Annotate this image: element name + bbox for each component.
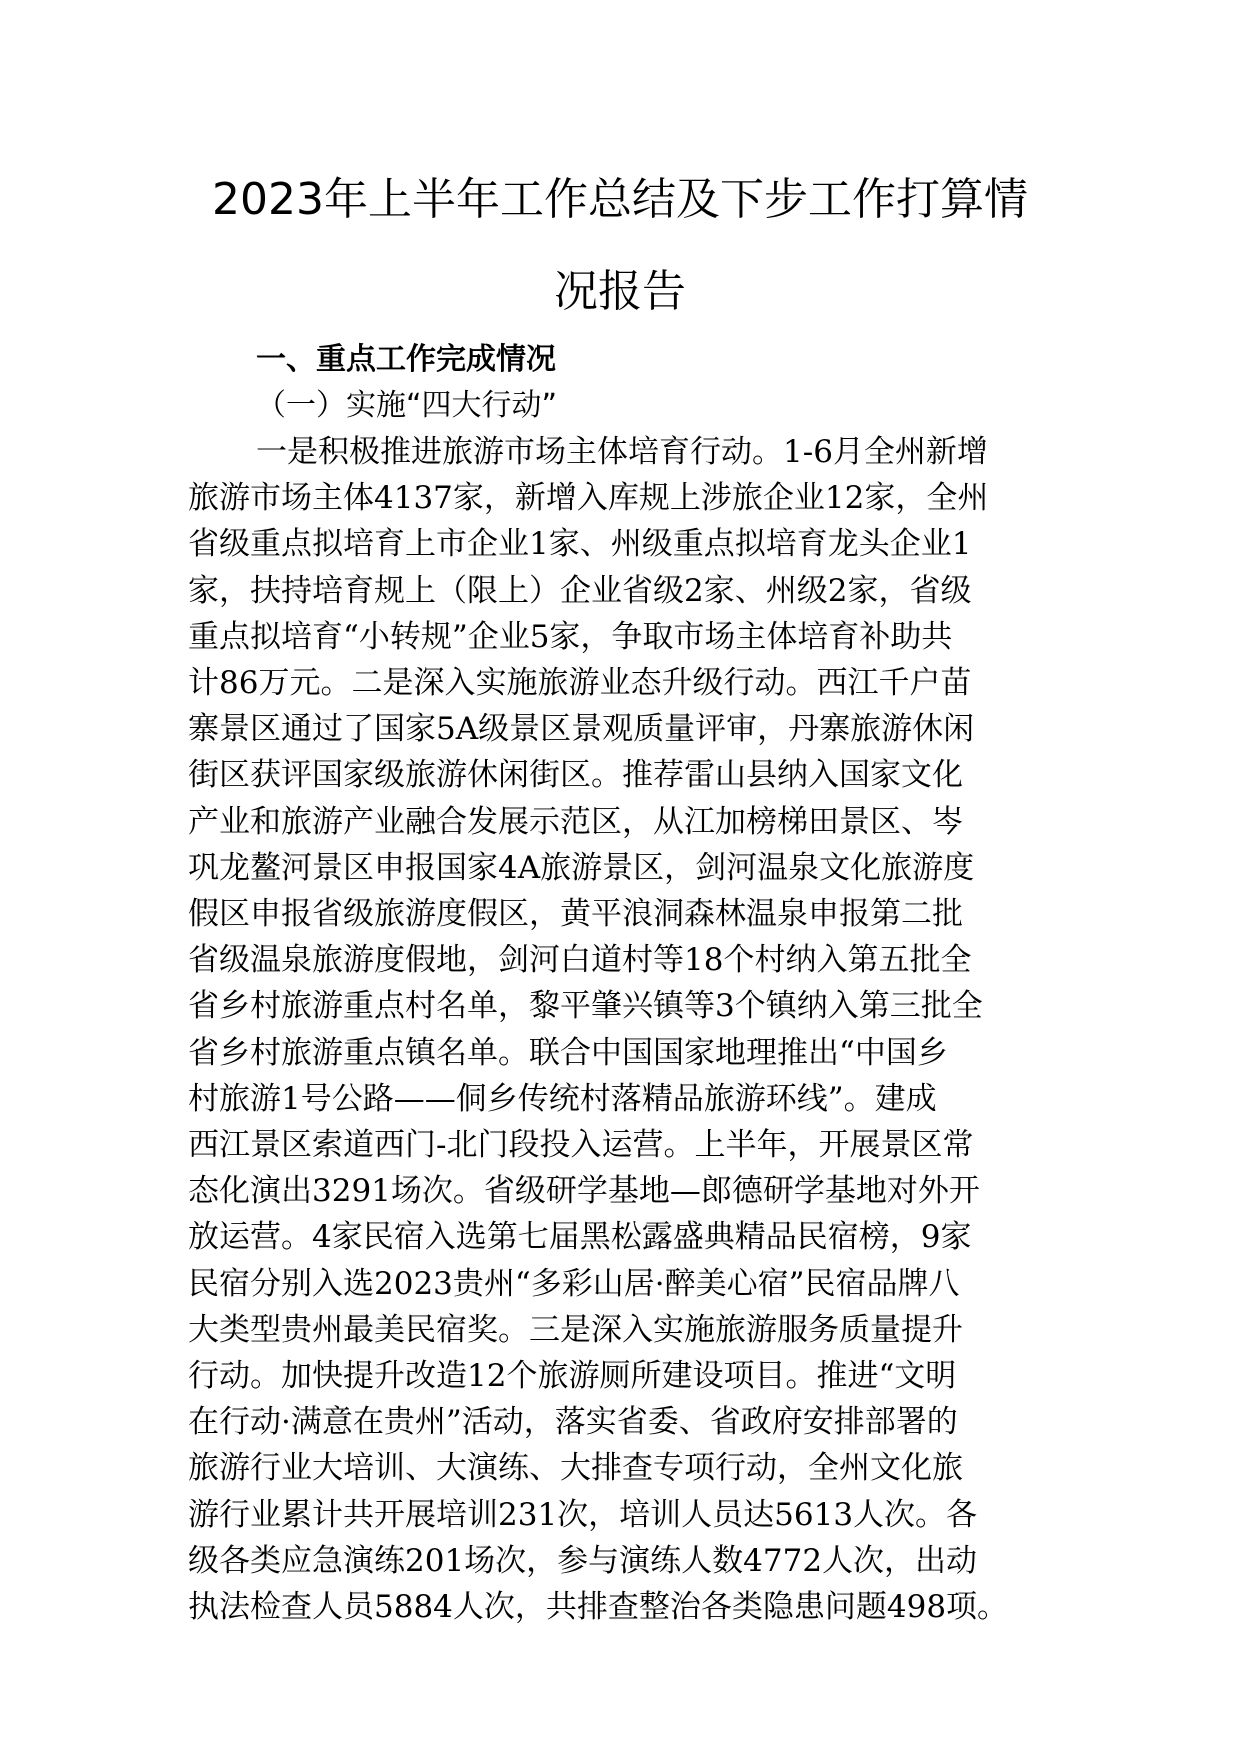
- paragraph-line: 省级重点拟培育上市企业1家、州级重点拟培育龙头企业1: [188, 526, 972, 563]
- paragraph-line: 在行动·满意在贵州”活动，落实省委、省政府安排部署的: [188, 1404, 958, 1441]
- paragraph-line: 产业和旅游产业融合发展示范区，从江加榜梯田景区、岑: [188, 803, 963, 840]
- paragraph-line: 执法检查人员5884人次，共排查整治各类隐患问题498项。: [188, 1589, 1009, 1625]
- paragraph-line: 省级温泉旅游度假地，剑河白道村等18个村纳入第五批全: [188, 942, 972, 979]
- paragraph-line: 旅游市场主体4137家，新增入库规上涉旅企业12家，全州: [188, 480, 989, 517]
- paragraph-line: 民宿分别入选2023贵州“多彩山居·醉美心宿”民宿品牌八: [188, 1265, 960, 1302]
- paragraph-line: 行动。加快提升改造12个旅游厕所建设项目。推进“文明: [188, 1358, 957, 1394]
- paragraph-line: 计86万元。二是深入实施旅游业态升级行动。西江千户苗: [188, 665, 972, 701]
- paragraph-line: 级各类应急演练201场次，参与演练人数4772人次，出动: [188, 1542, 978, 1579]
- paragraph-line: 家，扶持培育规上（限上）企业省级2家、州级2家，省级: [188, 572, 972, 609]
- paragraph-line: 省乡村旅游重点镇名单。联合中国国家地理推出“中国乡: [188, 1034, 948, 1071]
- paragraph-line: 西江景区索道西门-北门段投入运营。上半年，开展景区常: [188, 1127, 974, 1163]
- paragraph-line: 重点拟培育“小转规”企业5家，争取市场主体培育补助共: [188, 618, 953, 655]
- paragraph-line: 旅游行业大培训、大演练、大排查专项行动，全州文化旅: [188, 1450, 963, 1487]
- paragraph-line: 寨景区通过了国家5A级景区景观质量评审，丹寨旅游休闲: [188, 711, 975, 748]
- paragraph-line: 村旅游1号公路——侗乡传统村落精品旅游环线”。建成: [188, 1080, 937, 1117]
- paragraph-line: 态化演出3291场次。省级研学基地—郎德研学基地对外开: [188, 1173, 980, 1210]
- section-subheading: （一）实施“四大行动”: [256, 388, 558, 423]
- section-heading: 一、重点工作完成情况: [256, 342, 556, 377]
- paragraph-line: 巩龙鳌河景区申报国家4A旅游景区，剑河温泉文化旅游度: [188, 849, 975, 886]
- paragraph-line: 省乡村旅游重点村名单，黎平肇兴镇等3个镇纳入第三批全: [188, 988, 983, 1025]
- paragraph-line: 一是积极推进旅游市场主体培育行动。1-6月全州新增: [256, 434, 988, 470]
- document-title-line-2: 况报告: [554, 266, 686, 317]
- paragraph-line: 游行业累计共开展培训231次，培训人员达5613人次。各: [188, 1496, 978, 1533]
- paragraph-line: 街区获评国家级旅游休闲街区。推荐雷山县纳入国家文化: [188, 757, 963, 794]
- paragraph-line: 大类型贵州最美民宿奖。三是深入实施旅游服务质量提升: [188, 1311, 963, 1348]
- paragraph-line: 假区申报省级旅游度假区，黄平浪洞森林温泉申报第二批: [188, 896, 963, 932]
- document-title-line-1: 2023年上半年工作总结及下步工作打算情: [212, 174, 1028, 225]
- paragraph-line: 放运营。4家民宿入选第七届黑松露盛典精品民宿榜，9家: [188, 1219, 972, 1256]
